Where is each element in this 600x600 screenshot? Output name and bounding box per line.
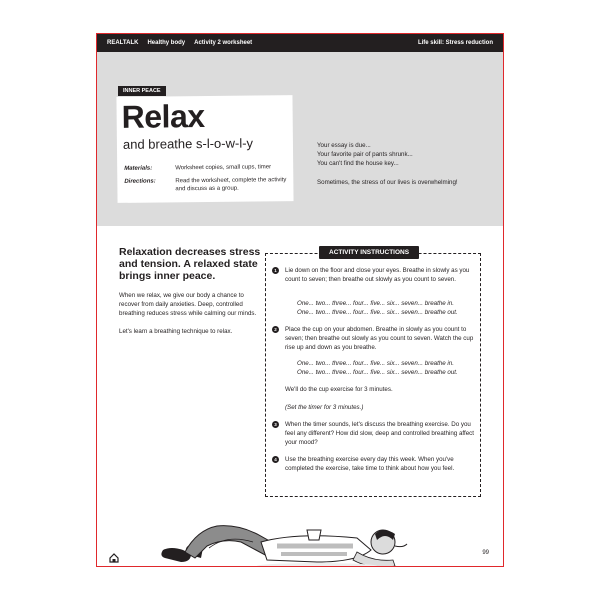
instruction-step xyxy=(272,266,478,284)
intro-paragraph: Let's learn a breathing technique to relax. xyxy=(119,328,233,335)
activity-label: Activity 2 worksheet xyxy=(194,40,253,46)
step-number-badge: 2 xyxy=(272,326,279,333)
cup-duration-text: We'll do the cup exercise for 3 minutes. xyxy=(285,386,393,393)
instruction-step xyxy=(272,455,478,473)
life-skill-label: Life skill: Stress reduction xyxy=(417,40,493,46)
person-lying-illustration xyxy=(157,512,437,567)
step-text: Place the cup on your abdomen. Breathe in slowly as you count to seven; then breathe out slowly as you count to seven. Watch the cup rise up and down as you breathe. xyxy=(285,326,474,351)
count-breathe-in: One... two... three... four... five... six... seven... breathe in. xyxy=(297,360,454,367)
step-text: Lie down on the floor and close your eyes. Breathe in slowly as you count to seven; then breathe out slowly as you count to seven. xyxy=(285,267,470,283)
header-panel xyxy=(97,52,503,226)
instruction-step xyxy=(272,420,478,447)
page-title: Relax xyxy=(121,98,205,135)
timer-note: (Set the timer for 3 minutes.) xyxy=(285,404,364,411)
section-label: Healthy body xyxy=(147,40,186,46)
title-card xyxy=(116,95,293,203)
intro-paragraph: When we relax, we give our body a chance to recover from daily anxieties. Deep, controlled breathing reduces stress while calming our minds. xyxy=(119,292,257,317)
materials-value: Worksheet copies, small cups, timer xyxy=(175,164,272,172)
page-subtitle: and breathe s-l-o-w-l-y xyxy=(122,135,254,152)
count-breathe-out: One... two... three... four... five... six... seven... breathe out. xyxy=(297,369,458,376)
activity-instructions-box xyxy=(265,249,481,497)
stress-examples xyxy=(317,141,497,187)
stress-line: You can't find the house key... xyxy=(317,160,399,168)
instructions-title: ACTIVITY INSTRUCTIONS xyxy=(319,246,419,259)
lead-heading: Relaxation decreases stress and tension. A relaxed state brings inner peace. xyxy=(119,246,261,282)
intro-column xyxy=(119,246,261,345)
step-number-badge: 4 xyxy=(272,456,279,463)
directions-label: Directions: xyxy=(124,178,156,185)
step-text: When the timer sounds, let's discuss the breathing exercise. Do you feel any different? How did slow, deep and controlled breathing affect your mood? xyxy=(285,421,474,446)
top-bar xyxy=(97,34,503,52)
stress-line: Your essay is due... xyxy=(317,142,371,149)
step-text: Use the breathing exercise every day this week. When you've completed the exercise, take time to think about how you feel. xyxy=(285,456,455,472)
directions-value: Read the worksheet, complete the activity and discuss as a group. xyxy=(175,177,287,193)
brand-label: REALTALK xyxy=(107,40,139,46)
stress-line: Your favorite pair of pants shrunk... xyxy=(317,151,413,159)
instruction-step xyxy=(272,325,478,352)
materials-label: Materials: xyxy=(124,165,153,172)
page-number: 99 xyxy=(482,550,489,556)
count-breathe-in: One... two... three... four... five... six... seven... breathe in. xyxy=(297,300,454,307)
step-number-badge: 1 xyxy=(272,267,279,274)
worksheet-page xyxy=(96,33,504,567)
stress-conclusion: Sometimes, the stress of our lives is overwhelming! xyxy=(317,178,458,186)
step-number-badge: 3 xyxy=(272,421,279,428)
section-tag: INNER PEACE xyxy=(118,86,166,96)
count-breathe-out: One... two... three... four... five... six... seven... breathe out. xyxy=(297,309,458,316)
house-icon xyxy=(109,553,119,563)
